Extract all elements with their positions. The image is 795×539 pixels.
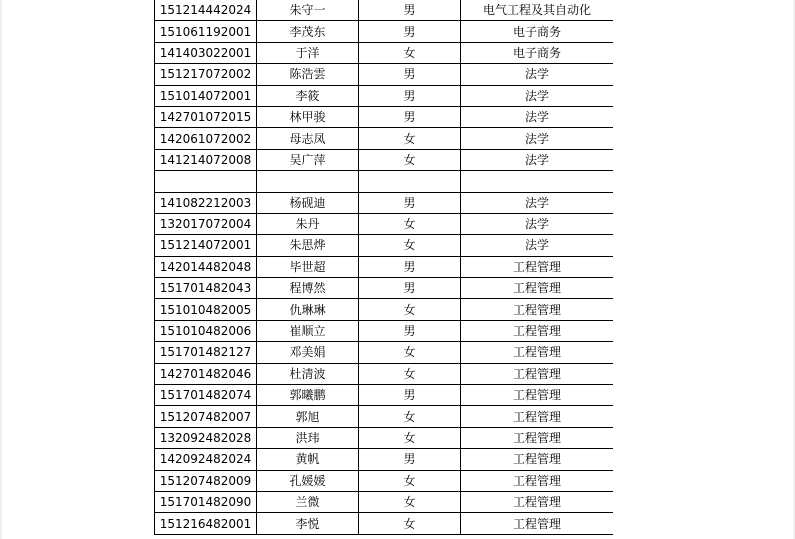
student-name-cell: 郭旭 [257,406,359,427]
gender-cell: 女 [359,363,461,384]
student-name-cell: 李筱 [257,85,359,106]
student-id-cell: 141082212003 [155,192,257,213]
gender-cell: 女 [359,470,461,491]
table-row [155,491,614,512]
major-cell: 工程管理 [461,491,614,512]
gender-cell: 女 [359,213,461,234]
student-id-cell: 151217072002 [155,64,257,85]
table-row [155,320,614,341]
major-cell: 法学 [461,128,614,149]
student-id-cell: 141403022001 [155,42,257,63]
gender-cell [359,171,461,192]
student-name-cell: 吴广萍 [257,149,359,170]
student-id-cell: 141214072008 [155,149,257,170]
student-id-cell: 151701482043 [155,278,257,299]
left-frame-edge [0,0,2,539]
major-cell: 法学 [461,235,614,256]
gender-cell: 男 [359,21,461,42]
gender-cell: 男 [359,449,461,470]
student-name-cell: 毕世超 [257,256,359,277]
table-row [155,149,614,170]
gender-cell: 女 [359,513,461,534]
gender-cell: 女 [359,235,461,256]
student-id-cell: 151214442024 [155,0,257,21]
gender-cell: 男 [359,64,461,85]
gender-cell: 女 [359,42,461,63]
student-id-cell: 151014072001 [155,85,257,106]
student-id-cell: 151216482001 [155,513,257,534]
table-row [155,128,614,149]
major-cell: 电子商务 [461,42,614,63]
student-id-cell: 142014482048 [155,256,257,277]
table-row [155,427,614,448]
major-cell: 法学 [461,149,614,170]
student-name-cell: 李悦 [257,513,359,534]
table-row [155,385,614,406]
table-row [155,64,614,85]
student-id-cell: 151207482009 [155,470,257,491]
gender-cell: 女 [359,128,461,149]
student-id-cell: 151010482006 [155,320,257,341]
table-row [155,192,614,213]
gender-cell: 男 [359,320,461,341]
gender-cell: 女 [359,427,461,448]
table-row [155,342,614,363]
student-name-cell: 朱思烨 [257,235,359,256]
student-name-cell: 崔顺立 [257,320,359,341]
student-name-cell: 邓美娟 [257,342,359,363]
major-cell: 工程管理 [461,320,614,341]
table-row [155,171,614,192]
student-id-cell: 151061192001 [155,21,257,42]
gender-cell: 男 [359,278,461,299]
gender-cell: 女 [359,342,461,363]
gender-cell: 男 [359,0,461,21]
table-row [155,363,614,384]
student-id-cell: 151701482127 [155,342,257,363]
gender-cell: 男 [359,385,461,406]
table-row [155,213,614,234]
student-name-cell [257,171,359,192]
major-cell: 法学 [461,192,614,213]
student-id-cell: 151701482074 [155,385,257,406]
gender-cell: 男 [359,256,461,277]
roster-table-body [155,0,614,534]
table-row [155,256,614,277]
major-cell: 工程管理 [461,342,614,363]
major-cell: 工程管理 [461,513,614,534]
student-id-cell: 142061072002 [155,128,257,149]
major-cell: 法学 [461,213,614,234]
student-name-cell: 朱丹 [257,213,359,234]
gender-cell: 女 [359,299,461,320]
major-cell: 工程管理 [461,278,614,299]
student-id-cell: 132092482028 [155,427,257,448]
student-name-cell: 杜清波 [257,363,359,384]
student-name-cell: 李茂东 [257,21,359,42]
major-cell: 工程管理 [461,449,614,470]
gender-cell: 男 [359,106,461,127]
student-name-cell: 仇琳琳 [257,299,359,320]
table-row [155,299,614,320]
table-row [155,406,614,427]
table-row [155,85,614,106]
table-row [155,42,614,63]
student-id-cell: 142701482046 [155,363,257,384]
student-id-cell [155,171,257,192]
table-row [155,513,614,534]
gender-cell: 男 [359,192,461,213]
student-name-cell: 朱守一 [257,0,359,21]
student-name-cell: 程博然 [257,278,359,299]
major-cell: 工程管理 [461,406,614,427]
major-cell: 电气工程及其自动化 [461,0,614,21]
student-id-cell: 142092482024 [155,449,257,470]
table-row [155,106,614,127]
student-id-cell: 142701072015 [155,106,257,127]
table-row [155,470,614,491]
gender-cell: 女 [359,149,461,170]
student-name-cell: 于洋 [257,42,359,63]
student-name-cell: 陈浩雲 [257,64,359,85]
major-cell: 工程管理 [461,363,614,384]
table-row [155,235,614,256]
student-roster-sheet [154,0,613,539]
major-cell: 法学 [461,106,614,127]
major-cell: 工程管理 [461,256,614,277]
gender-cell: 女 [359,406,461,427]
major-cell [461,171,614,192]
student-roster-table [154,0,613,535]
student-id-cell: 151214072001 [155,235,257,256]
student-id-cell: 132017072004 [155,213,257,234]
student-name-cell: 母志凤 [257,128,359,149]
gender-cell: 女 [359,491,461,512]
major-cell: 法学 [461,64,614,85]
student-name-cell: 洪玮 [257,427,359,448]
major-cell: 工程管理 [461,299,614,320]
major-cell: 电子商务 [461,21,614,42]
gender-cell: 男 [359,85,461,106]
major-cell: 工程管理 [461,385,614,406]
student-id-cell: 151207482007 [155,406,257,427]
student-name-cell: 郭曦鹏 [257,385,359,406]
student-name-cell: 杨砚迪 [257,192,359,213]
major-cell: 法学 [461,85,614,106]
student-name-cell: 兰微 [257,491,359,512]
major-cell: 工程管理 [461,470,614,491]
student-name-cell: 孔媛媛 [257,470,359,491]
major-cell: 工程管理 [461,427,614,448]
student-name-cell: 林甲骏 [257,106,359,127]
student-id-cell: 151010482005 [155,299,257,320]
student-name-cell: 黄帆 [257,449,359,470]
table-row [155,21,614,42]
table-row [155,0,614,21]
table-row [155,278,614,299]
table-row [155,449,614,470]
student-id-cell: 151701482090 [155,491,257,512]
